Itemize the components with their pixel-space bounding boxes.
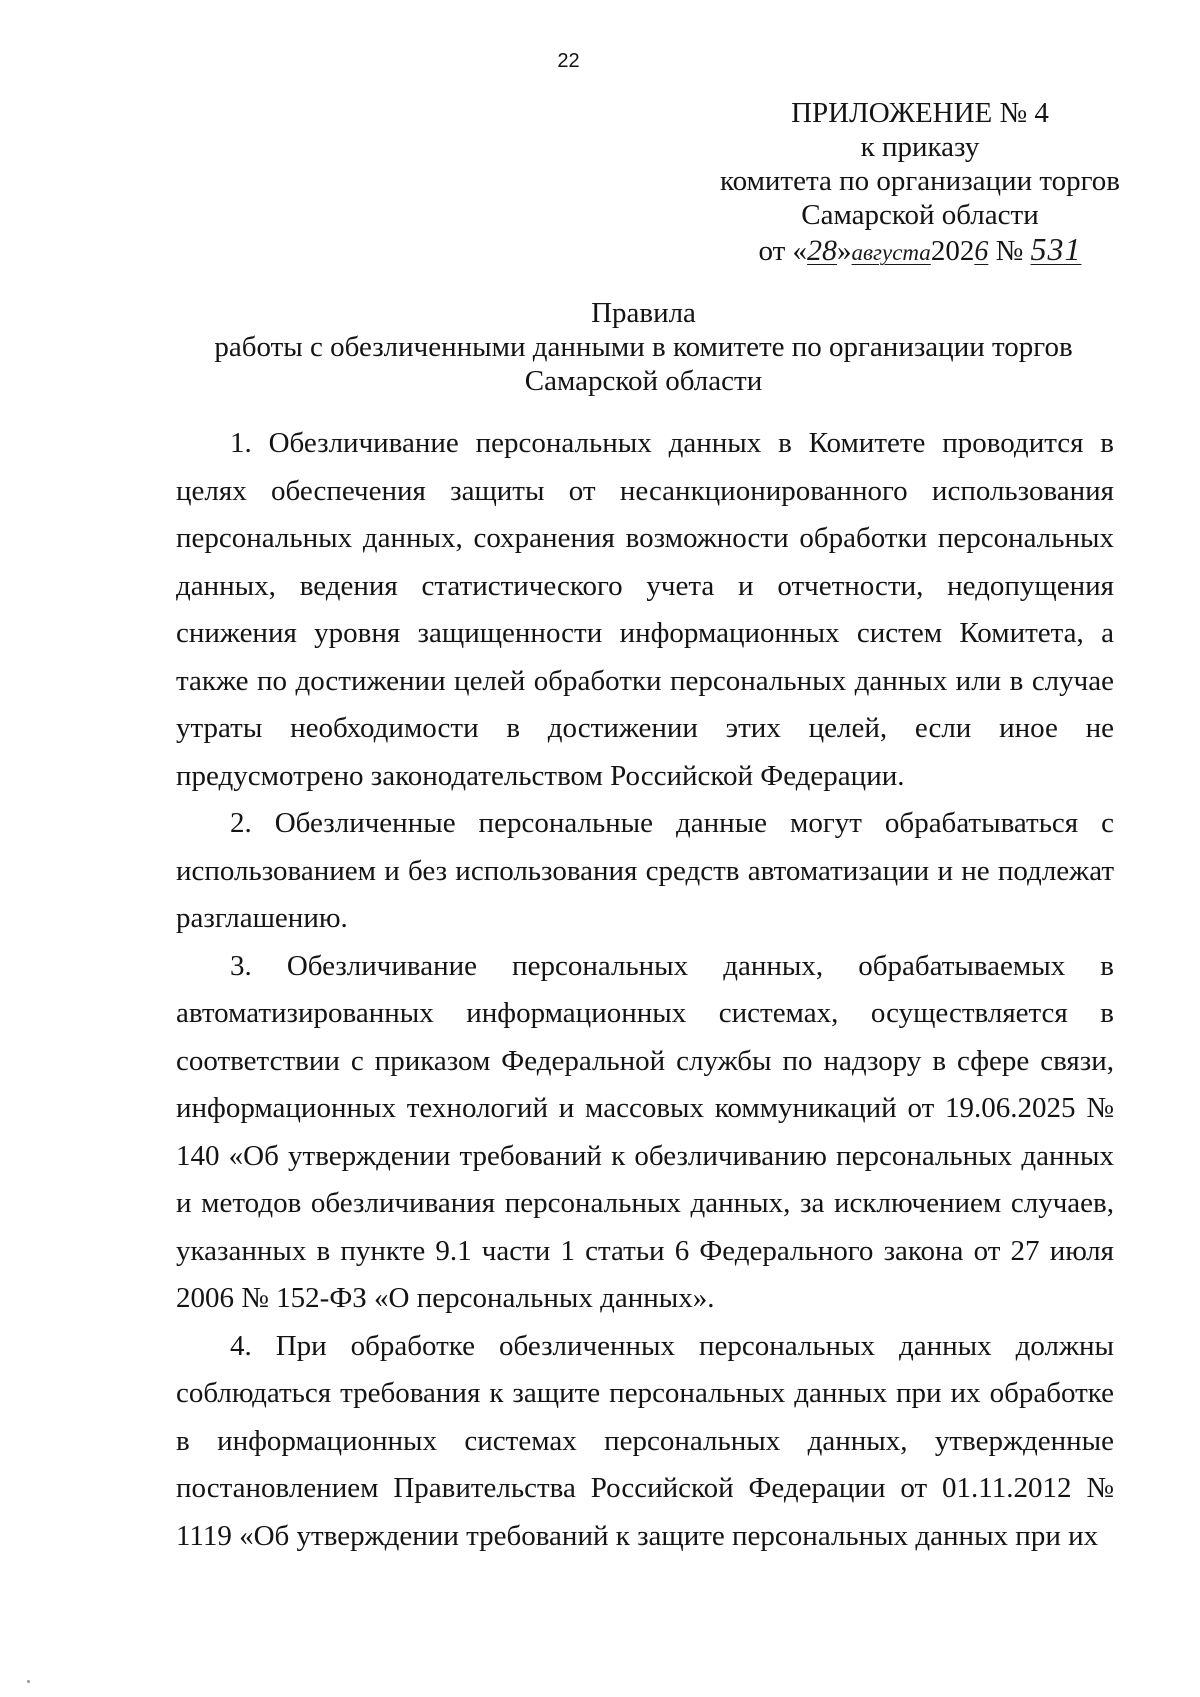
paragraph-4: 4. При обработке обезличенных персональных данных должны соблюдаться требования к защите персональных данных при их обработке в информационных системах персональных данных, утвержденные постановлением Правительства Российской Федерации от 01.11.2012 № 1119 «Об утверждении требований к защите персональных данных при их [176, 1329, 1114, 1552]
scan-speck [27, 1680, 30, 1683]
annex-header [700, 96, 1140, 270]
date-year-prefix: 202 [930, 235, 975, 267]
number-prefix: № [988, 235, 1031, 267]
handwritten-order-number: 531 [1030, 231, 1082, 267]
handwritten-year-digit: 6 [974, 236, 989, 267]
paragraph-3: 3. Обезличивание персональных данных, обрабатываемых в автоматизированных информационных системах, осуществляется в соответствии с приказом Федеральной службы по надзору в сфере связи, информационных технологий и массовых коммуникаций от 19.06.2025 № 140 «Об утверждении требований к обезличиванию персональных данных и методов обезличивания персональных данных, за исключением случаев, указанных в пункте 9.1 части 1 статьи 6 Федерального закона от 27 июля 2006 № 152-ФЗ «О персональных данных». [176, 949, 1114, 1314]
handwritten-day: 28 [807, 234, 838, 267]
annex-order-ref: к приказу [860, 131, 980, 163]
annex-date-line [700, 232, 1140, 270]
paragraph-2: 2. Обезличенные персональные данные могут обрабатываться с использованием и без использования средств автоматизации и не подлежат разглашению. [176, 807, 1114, 934]
annex-committee: комитета по организации торгов [720, 165, 1120, 197]
annex-region: Самарской области [801, 199, 1039, 231]
document-title-line-3: Самарской области [524, 365, 763, 397]
date-quote-close: » [837, 235, 852, 267]
page-number: 22 [557, 50, 580, 72]
document-title-line-1: Правила [591, 297, 696, 329]
handwritten-month: августа [851, 240, 931, 265]
document-title [150, 296, 1137, 398]
annex-title: ПРИЛОЖЕНИЕ № 4 [791, 97, 1049, 129]
paragraph-1: 1. Обезличивание персональных данных в Комитете проводится в целях обеспечения защиты от несанкционированного использования персональных данных, сохранения возможности обработки персональных данных, ведения статистического учета и отчетности, недопущения снижения уровня защищенности информационных систем Комитета, а также по достижении целей обработки персональных данных или в случае утраты необходимости в достижении этих целей, если иное не предусмотрено законодательством Российской Федерации. [176, 427, 1114, 792]
document-body [176, 420, 1114, 1560]
document-title-line-2: работы с обезличенными данными в комитете по организации торгов [214, 331, 1073, 363]
date-prefix: от « [758, 235, 808, 267]
